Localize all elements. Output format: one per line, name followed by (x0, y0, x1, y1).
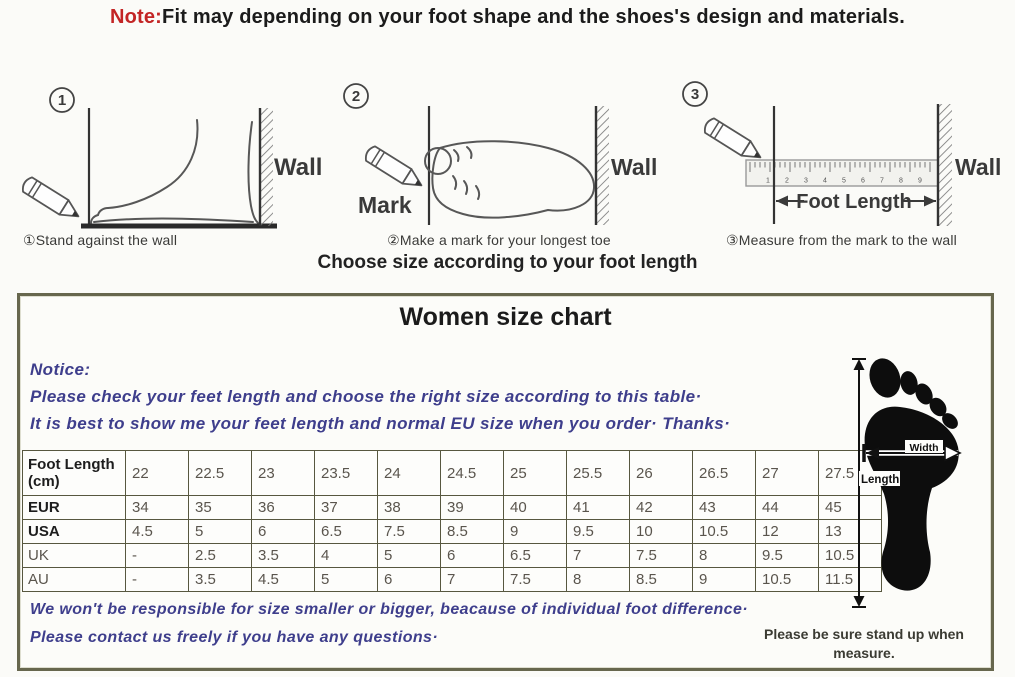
size-cell: 12 (756, 520, 819, 544)
foot-length-cell: 24 (378, 451, 441, 496)
size-cell: 42 (630, 496, 693, 520)
step-number: 1 (57, 92, 67, 109)
notice-line: It is best to show me your feet length and normal EU size when you order· Thanks· (30, 414, 731, 433)
size-cell: 10.5 (756, 568, 819, 592)
size-cell: 7 (441, 568, 504, 592)
svg-text:2: 2 (785, 177, 789, 185)
pencil-icon (20, 176, 83, 224)
notice-heading: Notice: (30, 360, 91, 379)
wall-hatching (596, 106, 609, 225)
step-number-badge (344, 84, 368, 108)
size-cell: 10.5 (693, 520, 756, 544)
pencil-icon (702, 117, 765, 165)
size-cell: 13 (819, 520, 882, 544)
svg-text:7: 7 (880, 177, 884, 185)
size-cell: 8 (693, 544, 756, 568)
size-cell: 35 (189, 496, 252, 520)
disclaimer-line: Please contact us freely if you have any questions· (30, 629, 439, 646)
size-cell: 38 (378, 496, 441, 520)
table-row (23, 568, 882, 592)
size-cell: 8 (567, 568, 630, 592)
step-2-diagram (332, 80, 666, 230)
measure-note: Please be sure stand up when measure. (764, 626, 964, 661)
mark-label: Mark (358, 192, 412, 218)
size-cell: 36 (252, 496, 315, 520)
foot-length-cell: 23 (252, 451, 315, 496)
size-cell: 6 (378, 568, 441, 592)
notice-line: Please check your feet length and choose the right size according to this table· (30, 387, 702, 406)
step-3-caption: ③Measure from the mark to the wall (726, 232, 957, 248)
size-cell: 2.5 (189, 544, 252, 568)
svg-text:9: 9 (918, 177, 922, 185)
size-cell: 45 (819, 496, 882, 520)
size-cell: 8.5 (630, 568, 693, 592)
wall-hatching (260, 108, 273, 226)
foot-length-cell: 26.5 (693, 451, 756, 496)
foot-length-cell: 26 (630, 451, 693, 496)
foot-length-cell: 22.5 (189, 451, 252, 496)
row-label-eur: EUR (23, 496, 126, 520)
size-cell: 7.5 (378, 520, 441, 544)
foot-length-cell: 22 (126, 451, 189, 496)
size-conversion-table (22, 450, 882, 592)
size-cell: 41 (567, 496, 630, 520)
step-3-measure (668, 80, 1015, 254)
svg-text:4: 4 (823, 177, 827, 185)
note-text: Fit may depending on your foot shape and the shoes's design and materials. (162, 6, 906, 28)
size-cell: 9.5 (567, 520, 630, 544)
size-cell: 5 (315, 568, 378, 592)
choose-size-heading: Choose size according to your foot length (317, 252, 698, 273)
col-header-foot-length: Foot Length (cm) (23, 451, 126, 496)
size-cell: 7 (567, 544, 630, 568)
size-cell: 8.5 (441, 520, 504, 544)
women-size-chart-box (17, 293, 994, 671)
step-1-caption: ①Stand against the wall (23, 232, 178, 248)
disclaimer-line: We won't be responsible for size smaller or bigger, beacause of individual foot difference· (30, 601, 748, 618)
size-cell: 4 (315, 544, 378, 568)
foot-sole-outline (425, 141, 594, 217)
row-label-au: AU (23, 568, 126, 592)
wall-label: Wall (274, 154, 323, 181)
wall-hatching (938, 104, 952, 226)
size-cell: 34 (126, 496, 189, 520)
size-cell: 6.5 (504, 544, 567, 568)
size-cell: 9.5 (756, 544, 819, 568)
svg-text:5: 5 (842, 177, 846, 185)
footprint-diagram (848, 352, 998, 614)
size-cell: 6 (441, 544, 504, 568)
step-number-badge (50, 88, 74, 112)
size-cell: 5 (189, 520, 252, 544)
size-cell: 9 (693, 568, 756, 592)
size-cell: 7.5 (630, 544, 693, 568)
wall-label: Wall (955, 154, 1002, 180)
wall-label: Wall (611, 154, 658, 180)
foot-length-cell: 25 (504, 451, 567, 496)
svg-text:1: 1 (766, 177, 770, 185)
table-row (23, 520, 882, 544)
step-2-make-mark (332, 80, 666, 254)
notice-block (30, 356, 730, 437)
size-cell: 6 (252, 520, 315, 544)
step-number: 2 (351, 88, 361, 105)
size-cell: 7.5 (504, 568, 567, 592)
size-cell: 6.5 (315, 520, 378, 544)
step-number: 3 (690, 86, 700, 103)
size-cell: 10.5 (819, 544, 882, 568)
table-row (23, 544, 882, 568)
size-cell: 5 (378, 544, 441, 568)
step-2-caption: ②Make a mark for your longest toe (387, 232, 611, 248)
size-cell: 44 (756, 496, 819, 520)
size-cell: 11.5 (819, 568, 882, 592)
size-cell: 9 (504, 520, 567, 544)
size-cell: 4.5 (252, 568, 315, 592)
svg-text:8: 8 (899, 177, 903, 185)
size-cell: 4.5 (126, 520, 189, 544)
size-cell: 43 (693, 496, 756, 520)
size-cell: 40 (504, 496, 567, 520)
length-label: Length (861, 474, 900, 486)
size-cell: 39 (441, 496, 504, 520)
size-cell: - (126, 568, 189, 592)
step-1-stand-against-wall (15, 80, 345, 254)
svg-text:3: 3 (804, 177, 808, 185)
table-row (23, 451, 882, 496)
svg-text:6: 6 (861, 177, 865, 185)
row-label-usa: USA (23, 520, 126, 544)
size-cell: 3.5 (189, 568, 252, 592)
disclaimer-block (30, 596, 748, 652)
foot-length-cell: 27.5 (819, 451, 882, 496)
table-row (23, 496, 882, 520)
foot-side-outline (91, 120, 258, 223)
width-label: Width (909, 442, 939, 454)
row-label-uk: UK (23, 544, 126, 568)
note-label: Note: (109, 6, 163, 28)
size-cell: 10 (630, 520, 693, 544)
foot-length-cell: 25.5 (567, 451, 630, 496)
chart-title: Women size chart (399, 303, 612, 331)
size-cell: 3.5 (252, 544, 315, 568)
top-note (0, 6, 1015, 29)
size-cell: 37 (315, 496, 378, 520)
foot-length-label: Foot Length (796, 191, 912, 213)
step-3-diagram (668, 80, 1015, 230)
foot-length-cell: 23.5 (315, 451, 378, 496)
step-1-diagram (15, 80, 345, 230)
size-cell: - (126, 544, 189, 568)
step-number-badge (683, 82, 707, 106)
foot-length-cell: 27 (756, 451, 819, 496)
foot-length-cell: 24.5 (441, 451, 504, 496)
pencil-icon (363, 145, 426, 193)
